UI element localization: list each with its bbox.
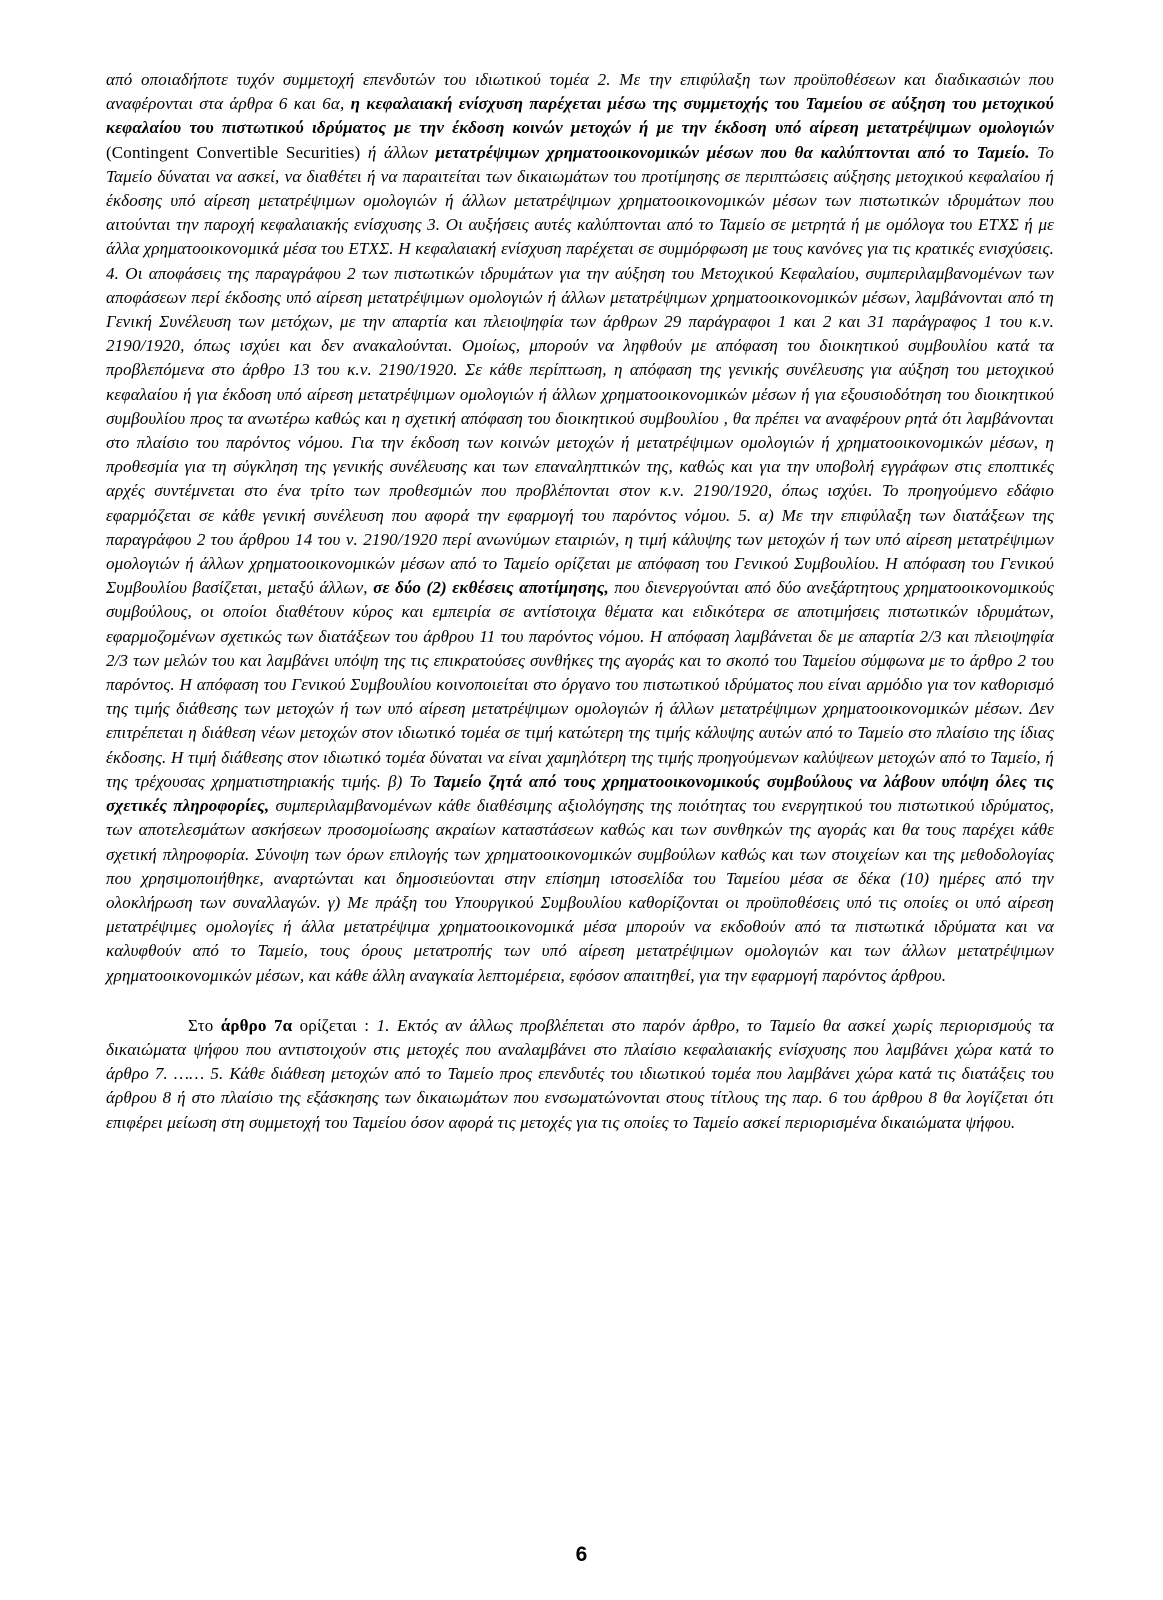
text-segment: Το Ταμείο δύναται να ασκεί, να διαθέτει ή να παραιτείται των δικαιωμάτων του προτίμησης σε περιπτώσεις αύξησης μετοχικού κεφαλαίου ή έκδοσης υπό αίρεση μετατρέψιμων ομολογιών ή άλλων μετατρέψιμων χρηματοοικονομικών μέσων των πιστωτικών ιδρυμάτων που αιτούνται την παροχή κεφαλαιακής ενίσχυσης 3. Οι αυξήσεις αυτές καλύπτονται από το Ταμείο σε μετρητά ή με ομόλογα του ΕΤΧΣ ή με άλλα χρηματοοικονομικά μέσα του ΕΤΧΣ. Η κεφαλαιακή ενίσχυση παρέχεται σε συμμόρφωση με τους κανόνες για τις κρατικές ενισχύσεις. 4. Οι αποφάσεις της παραγράφου 2 των πιστωτικών ιδρυμάτων για την αύξηση του Μετοχικού Κεφαλαίου, συμπεριλαμβανομένων των αποφάσεων περί έκδοσης υπό αίρεση μετατρέψιμων ομολογιών ή άλλων μετατρέψιμων χρηματοοικονομικών μέσων, λαμβάνονται από τη Γενική Συνέλευση των μετόχων, με την απαρτία και πλειοψηφία των άρθρων 29 παράγραφοι 1 και 2 και 31 παράγραφος 1 του κ.ν. 2190/1920, όπως ισχύει και δεν ανακαλούνται. Ομοίως, μπορούν να ληφθούν με απόφαση του διοικητικού συμβουλίου κατά τα προβλεπόμενα στο άρθρο 13 του κ.ν. 2190/1920. Σε κάθε περίπτωση, η απόφαση της γενικής συνέλευσης για αύξηση του μετοχικού κεφαλαίου ή για έκδοση υπό αίρεση μετατρέψιμων ομολογιών ή άλλων χρηματοοικονομικών μέσων ή για εξουσιοδότηση του διοικητικού συμβουλίου προς τα ανωτέρω καθώς και η σχετική απόφαση του διοικητικού συμβουλίου , θα πρέπει να αναφέρουν ρητά ότι λαμβάνονται στο πλαίσιο του παρόντος νόμου. Για την έκδοση των κοινών μετοχών ή μετατρέψιμων ομολογιών ή χρηματοοικονομικών μέσων, η προθεσμία για τη σύγκληση της γενικής συνέλευσης και των επαναληπτικών της, καθώς και για την υποβολή εγγράφων στις εποπτικές αρχές συντέμνεται στο ένα τρίτο των προθεσμιών που προβλέπονται στον κ.ν. 2190/1920, όπως ισχύει. Το προηγούμενο εδάφιο εφαρμόζεται σε κάθε γενική συνέλευση που αφορά την εφαρμογή του παρόντος νόμου. 5. α) Με την επιφύλαξη των διατάξεων της παραγράφου 2 του άρθρου 14 του ν. 2190/1920 περί ανωνύμων εταιριών, η τιμή κάλυψης των μετοχών ή των υπό αίρεση μετατρέψιμων ομολογιών ή άλλων χρηματοοικονομικών μέσων από το Ταμείο ορίζεται με απόφαση του Γενικού Συμβουλίου. Η απόφαση του Γενικού Συμβουλίου βασίζεται, μεταξύ άλλων, xyxy=(106,142,1054,598)
text-segment: που διενεργούνται από δύο ανεξάρτητους χρηματοοικονομικούς συμβούλους, οι οποίοι διαθέτουν κύρος και εμπειρία σε αντίστοιχα θέματα και ειδικότερα σε αποτιμήσεις πιστωτικών ιδρυμάτων, εφαρμοζομένων σχετικώς των διατάξεων του άρθρου 11 του παρόντος νόμου. Η απόφαση λαμβάνεται δε με απαρτία 2/3 και πλειοψηφία 2/3 των μελών του και λαμβάνει υπόψη της τις επικρατούσες συνθήκες της αγοράς και το σκοπό του Ταμείου σύμφωνα με το άρθρο 2 του παρόντος. Η απόφαση του Γενικού Συμβουλίου κοινοποιείται στο όργανο του πιστωτικού ιδρύματος που είναι αρμόδιο για τον καθορισμό της τιμής διάθεσης των μετοχών ή των υπό αίρεση μετατρέψιμων ομολογιών ή άλλων μετατρέψιμων χρηματοοικονομικών μέσων. Δεν επιτρέπεται η διάθεση νέων μετοχών στον ιδιωτικό τομέα σε τιμή κατώτερη της τιμής κάλυψης αυτών από το Ταμείο στο πλαίσιο της ίδιας έκδοσης. Η τιμή διάθεσης στον ιδιωτικό τομέα δύναται να είναι χαμηλότερη της τιμής προηγούμενων καλύψεων μετοχών από το Ταμείο, ή της τρέχουσας χρηματιστηριακής τιμής. β) Το xyxy=(106,578,1055,791)
text-segment-cocos: (Contingent Convertible Securities) xyxy=(106,142,361,162)
bold-segment-valuation: σε δύο (2) εκθέσεις αποτίμησης, xyxy=(373,578,609,598)
bold-segment-convertible: μετατρέψιμων χρηματοοικονομικών μέσων που θα καλύπτονται από το Ταμείο. xyxy=(435,142,1030,162)
paragraph-article-7 xyxy=(106,68,1054,988)
paragraph-article-7a xyxy=(106,1014,1054,1135)
bold-segment-capital-support: η κεφαλαιακή ενίσχυση παρέχεται μέσω της συμμετοχής του Ταμείου σε αύξηση του μετοχικού κεφαλαίου του πιστωτικού ιδρύματος με την έκδοση κοινών μετοχών ή με την έκδοση υπό αίρεση μετατρέψιμων ομολογιών xyxy=(106,94,1054,138)
text-lead-2: ορίζεται : xyxy=(292,1015,370,1035)
bold-segment-advisors: Ταμείο ζητά από τους χρηματοοικονομικούς συμβούλους να λάβουν υπόψη όλες τις σχετικές πληροφορίες, xyxy=(106,771,1054,816)
text-segment: από οποιαδήποτε τυχόν συμμετοχή επενδυτών του ιδιωτικού τομέα 2. Με την επιφύλαξη των προϋποθέσεων και διαδικασιών που αναφέρονται στα άρθρα 6 και 6α, xyxy=(106,70,1054,114)
text-body: 1. Εκτός αν άλλως προβλέπεται στο παρόν άρθρο, το Ταμείο θα ασκεί χωρίς περιορισμούς τα δικαιώματα ψήφου που αντιστοιχούν στις μετοχές που αναλαμβάνει στο πλαίσιο κεφαλαιακής ενίσχυσης που λαμβάνει χώρα κατά το άρθρο 7. …… 5. Κάθε διάθεση μετοχών από το Ταμείο προς επενδυτές του ιδιωτικού τομέα που λαμβάνει χώρα κατά τις διατάξεις του άρθρου 8 ή στο πλαίσιο της εξάσκησης των δικαιωμάτων που ενσωματώνονται στους τίτλους της παρ. 6 του άρθρου 8 θα λογίζεται ότι επιφέρει μείωση στη συμμετοχή του Ταμείου όσον αφορά τις μετοχές για τις οποίες το Ταμείο ασκεί περιορισμένα δικαιώματα ψήφου. xyxy=(106,1015,1055,1132)
text-segment: ή άλλων xyxy=(360,142,436,162)
text-segment: συμπεριλαμβανομένων κάθε διαθέσιμης αξιολόγησης της ποιότητας του ενεργητικού του πιστωτικού ιδρύματος, των αποτελεσμάτων ασκήσεων προσομοίωσης ακραίων καταστάσεων καθώς και των συνθηκών της αγοράς και θα τους παρέχει κάθε σχετική πληροφορία. Σύνοψη των όρων επιλογής των χρηματοοικονομικών συμβούλων καθώς και των στοιχείων και της μεθοδολογίας που χρησιμοποιήθηκε, αναρτώνται και δημοσιεύονται στην επίσημη ιστοσελίδα του Ταμείου μέσα σε δέκα (10) ημέρες από την ολοκλήρωση των συναλλαγών. γ) Με πράξη του Υπουργικού Συμβουλίου καθορίζονται οι προϋποθέσεις υπό τις οποίες οι υπό αίρεση μετατρέψιμες ομολογίες ή άλλα μετατρέψιμα χρηματοοικονομικά μέσα μπορούν να εκδοθούν από τα πιστωτικά ιδρύματα και να καλυφθούν από το Ταμείο, τους όρους μετατροπής των υπό αίρεση μετατρέψιμων ομολογιών και των άλλων μετατρέψιμων χρηματοοικονομικών μέσων, και κάθε άλλη αναγκαία λεπτομέρεια, εφόσον απαιτηθεί, για την εφαρμογή παρόντος άρθρου. xyxy=(106,796,1054,985)
text-lead: Στο xyxy=(188,1015,221,1035)
document-page xyxy=(106,68,1054,1135)
page-number: 6 xyxy=(575,1543,588,1566)
article-reference: άρθρο 7α xyxy=(220,1015,293,1035)
